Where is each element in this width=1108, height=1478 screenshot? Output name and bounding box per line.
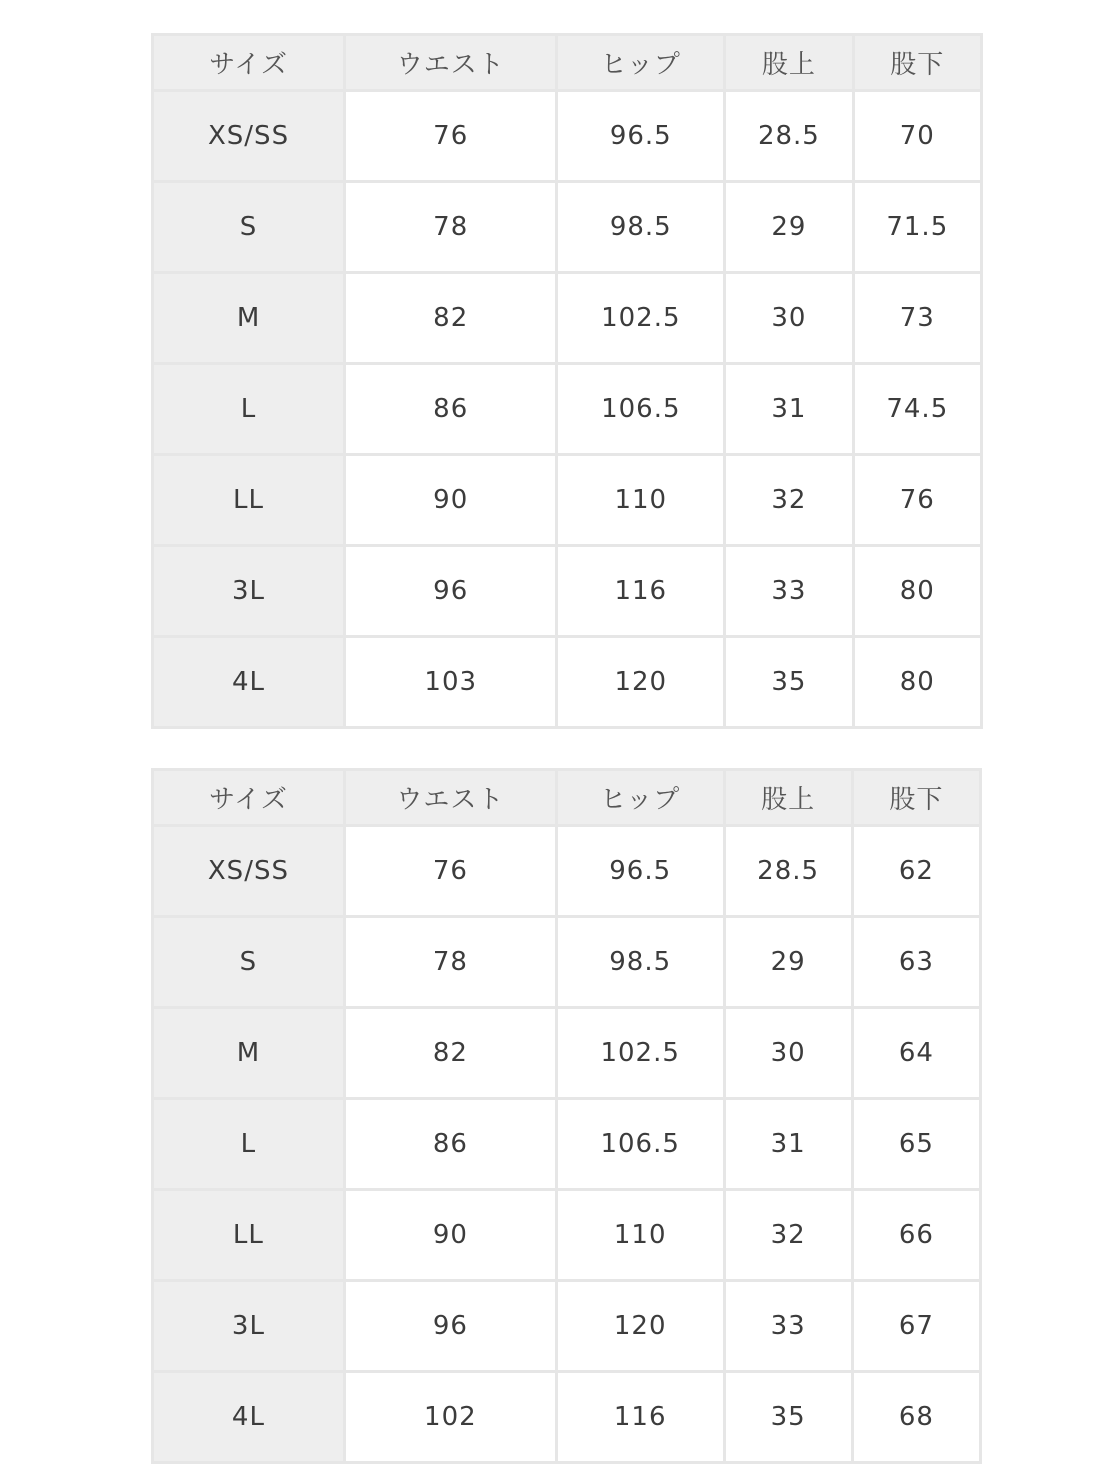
cell-rise: 30	[725, 273, 853, 364]
table-row	[153, 1190, 981, 1281]
cell-rise: 31	[724, 1099, 852, 1190]
cell-inseam: 70	[853, 91, 981, 182]
cell-size: 4L	[153, 1372, 345, 1463]
cell-inseam: 65	[852, 1099, 980, 1190]
cell-hip: 102.5	[557, 273, 725, 364]
header-size: サイズ	[153, 770, 345, 826]
cell-inseam: 80	[853, 546, 981, 637]
cell-waist: 96	[345, 546, 557, 637]
table-body	[153, 91, 982, 728]
cell-hip: 120	[556, 1281, 724, 1372]
header-rise: 股上	[725, 35, 853, 91]
table-row	[153, 1008, 981, 1099]
cell-inseam: 63	[852, 917, 980, 1008]
cell-size: L	[153, 364, 345, 455]
cell-inseam: 73	[853, 273, 981, 364]
cell-waist: 82	[344, 1008, 556, 1099]
table-header	[153, 35, 982, 91]
cell-hip: 110	[557, 455, 725, 546]
header-hip: ヒップ	[557, 35, 725, 91]
header-size: サイズ	[153, 35, 345, 91]
table-row	[153, 455, 982, 546]
header-rise: 股上	[724, 770, 852, 826]
header-row	[153, 770, 981, 826]
cell-waist: 102	[344, 1372, 556, 1463]
cell-inseam: 74.5	[853, 364, 981, 455]
cell-size: L	[153, 1099, 345, 1190]
cell-size: M	[153, 1008, 345, 1099]
cell-waist: 86	[344, 1099, 556, 1190]
header-inseam: 股下	[852, 770, 980, 826]
cell-hip: 106.5	[556, 1099, 724, 1190]
cell-inseam: 68	[852, 1372, 980, 1463]
cell-hip: 98.5	[556, 917, 724, 1008]
table-row	[153, 364, 982, 455]
cell-size: LL	[153, 1190, 345, 1281]
cell-hip: 106.5	[557, 364, 725, 455]
table-row	[153, 917, 981, 1008]
cell-rise: 28.5	[724, 826, 852, 917]
cell-size: 3L	[153, 1281, 345, 1372]
cell-rise: 30	[724, 1008, 852, 1099]
cell-hip: 110	[556, 1190, 724, 1281]
cell-rise: 32	[724, 1190, 852, 1281]
cell-hip: 120	[557, 637, 725, 728]
cell-hip: 96.5	[557, 91, 725, 182]
cell-size: 3L	[153, 546, 345, 637]
cell-size: LL	[153, 455, 345, 546]
header-waist: ウエスト	[344, 770, 556, 826]
table-row	[153, 182, 982, 273]
cell-size: S	[153, 182, 345, 273]
cell-waist: 78	[344, 917, 556, 1008]
table-row	[153, 1281, 981, 1372]
cell-size: S	[153, 917, 345, 1008]
cell-inseam: 80	[853, 637, 981, 728]
header-waist: ウエスト	[345, 35, 557, 91]
cell-waist: 90	[344, 1190, 556, 1281]
cell-hip: 116	[557, 546, 725, 637]
cell-rise: 33	[724, 1281, 852, 1372]
cell-waist: 76	[344, 826, 556, 917]
cell-rise: 31	[725, 364, 853, 455]
cell-hip: 96.5	[556, 826, 724, 917]
cell-size: M	[153, 273, 345, 364]
table-header	[153, 770, 981, 826]
cell-inseam: 62	[852, 826, 980, 917]
cell-size: XS/SS	[153, 826, 345, 917]
cell-waist: 90	[345, 455, 557, 546]
cell-inseam: 76	[853, 455, 981, 546]
cell-waist: 76	[345, 91, 557, 182]
cell-waist: 82	[345, 273, 557, 364]
cell-waist: 96	[344, 1281, 556, 1372]
header-row	[153, 35, 982, 91]
table-row	[153, 546, 982, 637]
table-row	[153, 1372, 981, 1463]
cell-inseam: 64	[852, 1008, 980, 1099]
cell-rise: 29	[724, 917, 852, 1008]
cell-rise: 32	[725, 455, 853, 546]
table-row	[153, 273, 982, 364]
cell-rise: 35	[725, 637, 853, 728]
table-row	[153, 826, 981, 917]
cell-size: XS/SS	[153, 91, 345, 182]
table-body	[153, 826, 981, 1463]
cell-rise: 28.5	[725, 91, 853, 182]
cell-waist: 86	[345, 364, 557, 455]
table-row	[153, 1099, 981, 1190]
cell-inseam: 67	[852, 1281, 980, 1372]
cell-waist: 103	[345, 637, 557, 728]
table-row	[153, 637, 982, 728]
size-chart-table-1	[151, 33, 983, 729]
size-chart-table-2	[151, 768, 982, 1464]
cell-rise: 33	[725, 546, 853, 637]
cell-waist: 78	[345, 182, 557, 273]
header-hip: ヒップ	[556, 770, 724, 826]
cell-size: 4L	[153, 637, 345, 728]
table-row	[153, 91, 982, 182]
cell-rise: 35	[724, 1372, 852, 1463]
cell-hip: 102.5	[556, 1008, 724, 1099]
cell-inseam: 66	[852, 1190, 980, 1281]
cell-rise: 29	[725, 182, 853, 273]
cell-hip: 98.5	[557, 182, 725, 273]
cell-inseam: 71.5	[853, 182, 981, 273]
header-inseam: 股下	[853, 35, 981, 91]
cell-hip: 116	[556, 1372, 724, 1463]
